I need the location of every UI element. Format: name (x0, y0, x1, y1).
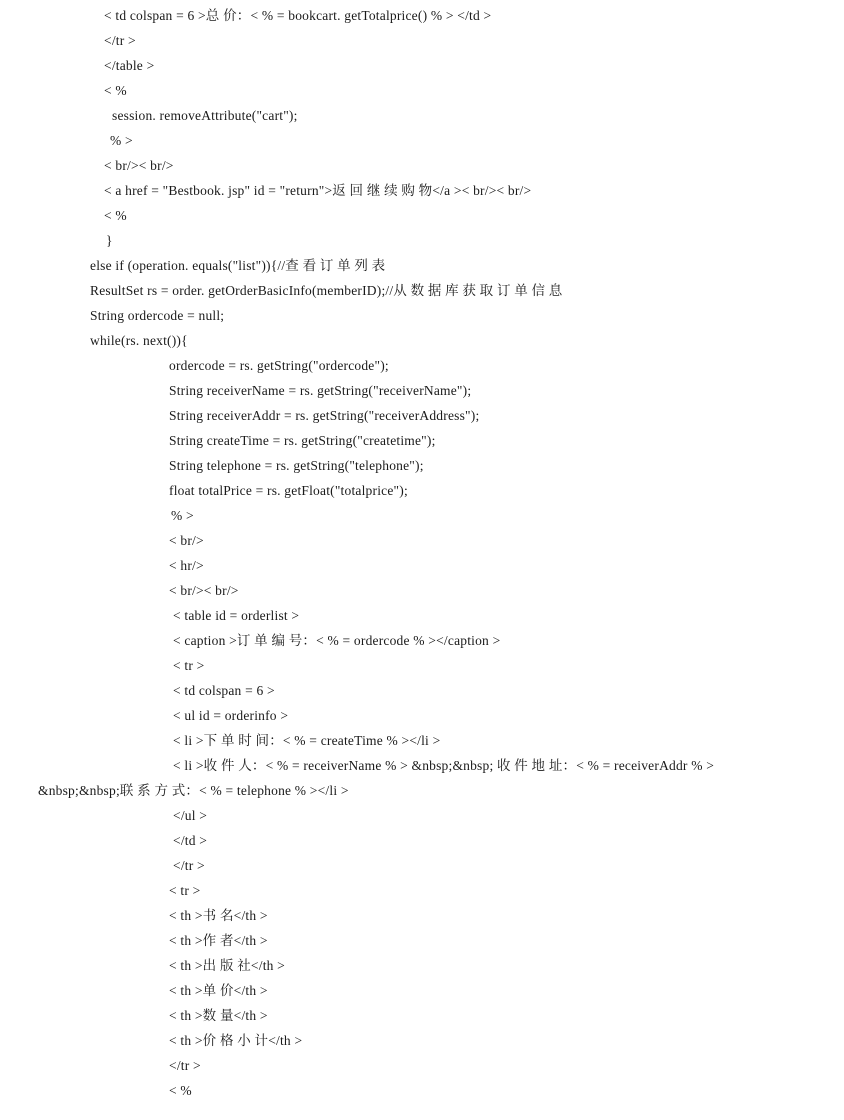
code-line: </tr > (169, 1058, 201, 1073)
code-line: < tr > (169, 883, 201, 898)
code-line: < % (169, 1083, 192, 1098)
code-line: float totalPrice = rs. getFloat("totalprice"); (169, 483, 408, 498)
code-line: < tr > (173, 658, 205, 673)
code-line: < br/>< br/> (104, 158, 174, 173)
code-line: % > (171, 508, 194, 523)
code-line: < % (104, 208, 127, 223)
code-line: session. removeAttribute("cart"); (112, 108, 298, 123)
code-line: < hr/> (169, 558, 204, 573)
code-line: < td colspan = 6 > (173, 683, 275, 698)
code-line: % > (110, 133, 133, 148)
code-line: < th >书 名</th > (169, 908, 268, 923)
code-line: < th >单 价</th > (169, 983, 268, 998)
code-line: </tr > (173, 858, 205, 873)
code-line: String telephone = rs. getString("telephone"); (169, 458, 424, 473)
code-line: ordercode = rs. getString("ordercode"); (169, 358, 389, 373)
code-line: < % (104, 83, 127, 98)
code-line: ResultSet rs = order. getOrderBasicInfo(memberID);//从 数 据 库 获 取 订 单 信 息 (90, 283, 563, 298)
code-line: < li >收 件 人：< % = receiverName % > &nbsp;&nbsp; 收 件 地 址：< % = receiverAddr % > (173, 758, 715, 773)
code-line: < td colspan = 6 >总 价：< % = bookcart. getTotalprice() % > </td > (104, 8, 492, 23)
code-line: < th >价 格 小 计</th > (169, 1033, 303, 1048)
code-line: </tr > (104, 33, 136, 48)
code-line: } (106, 233, 113, 248)
code-line: </table > (104, 58, 155, 73)
code-line: </td > (173, 833, 208, 848)
code-line: String receiverAddr = rs. getString("receiverAddress"); (169, 408, 480, 423)
code-line: String ordercode = null; (90, 308, 225, 323)
code-line: < caption >订 单 编 号：< % = ordercode % ></caption > (173, 633, 501, 648)
code-line: String receiverName = rs. getString("receiverName"); (169, 383, 472, 398)
code-line: String createTime = rs. getString("createtime"); (169, 433, 436, 448)
code-line: else if (operation. equals("list")){//查 看 订 单 列 表 (90, 258, 386, 273)
code-line: < li >下 单 时 间：< % = createTime % ></li > (173, 733, 441, 748)
code-line: < th >作 者</th > (169, 933, 268, 948)
code-line: </ul > (173, 808, 208, 823)
code-line: < br/>< br/> (169, 583, 239, 598)
code-line: < ul id = orderinfo > (173, 708, 289, 723)
code-line: while(rs. next()){ (90, 333, 188, 348)
code-line: < th >数 量</th > (169, 1008, 268, 1023)
code-line: < th >出 版 社</th > (169, 958, 285, 973)
code-line: < a href = "Bestbook. jsp" id = "return">返 回 继 续 购 物</a >< br/>< br/> (104, 183, 532, 198)
code-line: < br/> (169, 533, 204, 548)
code-line: &nbsp;&nbsp;联 系 方 式：< % = telephone % ></li > (38, 783, 349, 798)
code-line: < table id = orderlist > (173, 608, 300, 623)
